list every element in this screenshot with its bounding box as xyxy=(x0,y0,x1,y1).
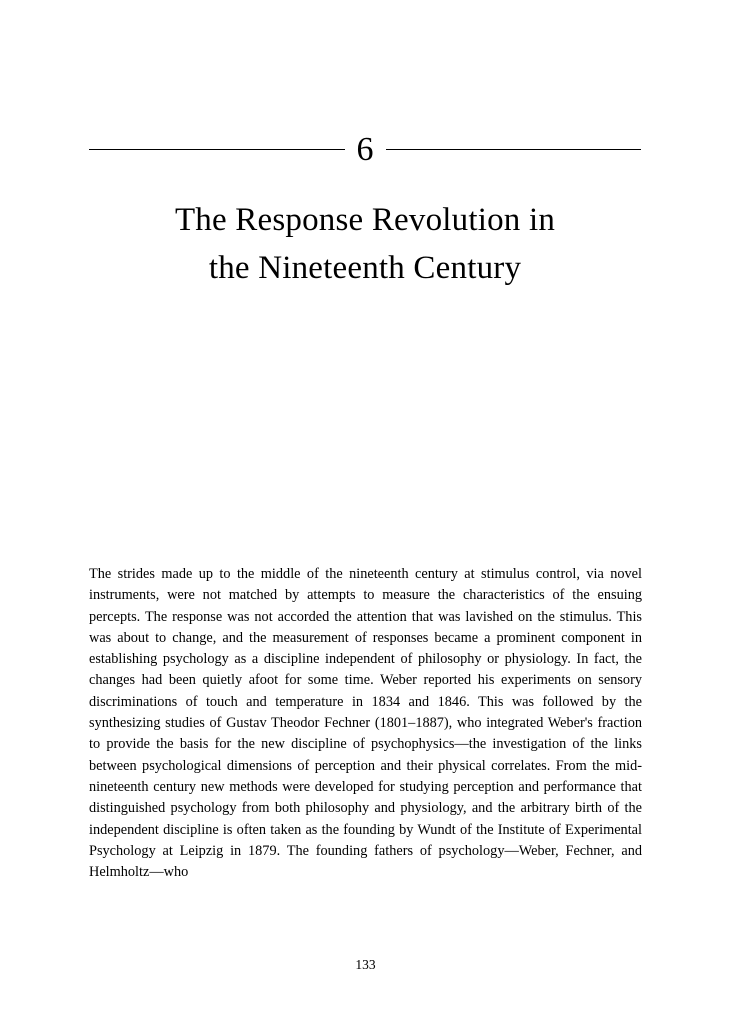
chapter-number xyxy=(89,128,641,172)
body-paragraph: The strides made up to the middle of the nineteenth century at stimulus control, via novel instruments, were not matched by attempts to measure the characteristics of the ensuing percepts. The response was not accorded the attention that was lavished on the stimulus. This was about to change, and the measurement of responses became a prominent component in establishing psychology as a discipline independent of philosophy or physiology. In fact, the changes had been quietly afoot for some time. Weber reported his experiments on sensory discriminations of touch and temperature in 1834 and 1846. This was followed by the synthesizing studies of Gustav Theodor Fechner (1801–1887), who integrated Weber's fraction to provide the basis for the new discipline of psychophysics—the investigation of the links between psychological dimensions of perception and their physical correlates. From the mid-nineteenth century new methods were developed for studying perception and performance that distinguished psychology from both philosophy and physiology, and the arbitrary birth of the independent discipline is often taken as the founding by Wundt of the Institute of Experimental Psychology at Leipzig in 1879. The founding fathers of psychology—Weber, Fechner, and Helmholtz—who xyxy=(89,566,642,881)
chapter-heading-rule-group xyxy=(89,128,641,172)
chapter-number-text: 6 xyxy=(345,128,386,172)
chapter-title-line-1: The Response Revolution in xyxy=(174,202,556,238)
chapter-title-line-2: the Nineteenth Century xyxy=(208,250,522,286)
page-number: 133 xyxy=(355,957,376,972)
body-text-block xyxy=(89,564,642,883)
page-title xyxy=(89,196,641,292)
